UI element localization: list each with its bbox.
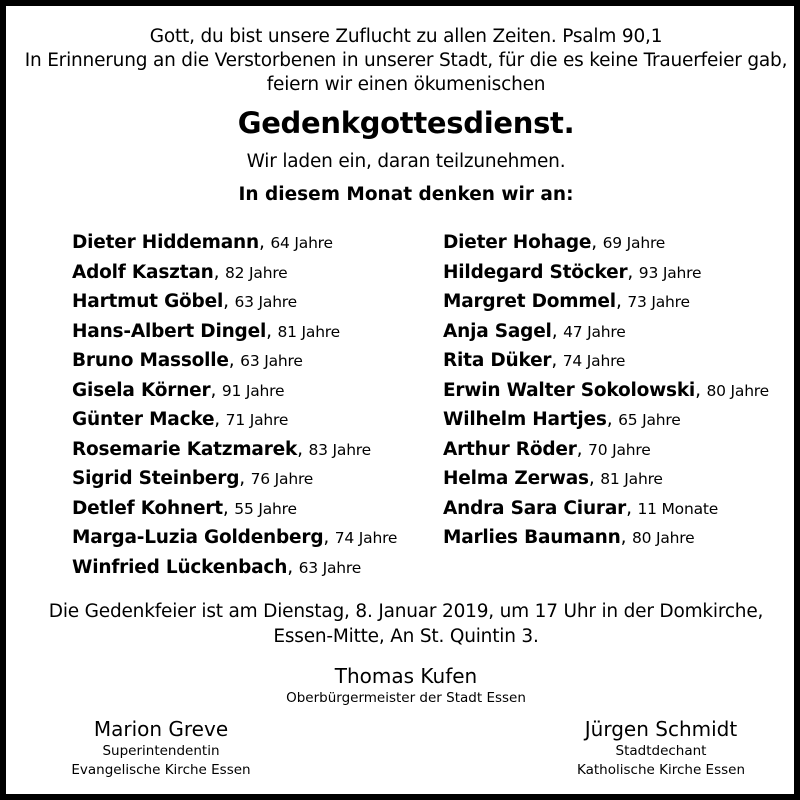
deceased-name: Helma Zerwas	[443, 468, 589, 489]
deceased-age: 93 Jahre	[638, 263, 702, 282]
deceased-name: Dieter Hiddemann	[72, 232, 259, 253]
deceased-age: 63 Jahre	[234, 293, 297, 311]
service-details-line: Essen-Mitte, An St. Quintin 3.	[273, 626, 539, 647]
deceased-age: 83 Jahre	[308, 440, 371, 459]
deceased-name: Winfried Lückenbach	[72, 556, 288, 578]
list-item: Dieter Hiddemann, 64 Jahre	[72, 232, 333, 253]
deceased-name: Adolf Kasztan	[72, 261, 214, 283]
deceased-name: Hans-Albert Dingel	[72, 320, 267, 342]
deceased-name: Gisela Körner	[72, 379, 211, 401]
list-item: Andra Sara Ciurar, 11 Monate	[443, 497, 719, 519]
deceased-age: 76 Jahre	[250, 470, 314, 488]
deceased-age: 74 Jahre	[334, 529, 398, 547]
deceased-name: Wilhelm Hartjes	[443, 409, 607, 430]
deceased-name: Margret Dommel	[443, 291, 616, 312]
list-item: Marga-Luzia Goldenberg, 74 Jahre	[72, 527, 398, 548]
intro-line: In Erinnerung an die Verstorbenen in unserer Stadt, für die es keine Trauerfeier gab,	[24, 50, 788, 71]
deceased-age: 11 Monate	[637, 499, 719, 518]
deceased-age: 63 Jahre	[298, 558, 362, 577]
deceased-name: Hildegard Stöcker	[443, 261, 628, 283]
deceased-name: Sigrid Steinberg	[72, 468, 240, 489]
list-item: Bruno Massolle, 63 Jahre	[72, 350, 303, 371]
signatory-organization: Katholische Kirche Essen	[577, 762, 745, 778]
deceased-name: Hartmut Göbel	[72, 291, 224, 312]
deceased-name: Arthur Röder	[443, 438, 577, 460]
deceased-name: Erwin Walter Sokolowski	[443, 379, 696, 401]
deceased-name: Rita Düker	[443, 350, 552, 371]
deceased-age: 55 Jahre	[234, 499, 297, 518]
list-item: Anja Sagel, 47 Jahre	[443, 320, 626, 342]
list-item: Wilhelm Hartjes, 65 Jahre	[443, 409, 681, 430]
intro-line: feiern wir einen ökumenischen	[266, 74, 546, 95]
list-item: Marlies Baumann, 80 Jahre	[443, 527, 695, 548]
list-item: Helma Zerwas, 81 Jahre	[443, 468, 663, 489]
deceased-age: 71 Jahre	[225, 411, 289, 429]
list-item: Rosemarie Katzmarek, 83 Jahre	[72, 438, 371, 460]
psalm-line: Gott, du bist unsere Zuflucht zu allen Zeiten. Psalm 90,1	[149, 26, 663, 47]
list-item: Hans-Albert Dingel, 81 Jahre	[72, 320, 340, 342]
deceased-age: 82 Jahre	[224, 263, 288, 282]
deceased-list-left	[72, 231, 397, 585]
list-item: Gisela Körner, 91 Jahre	[72, 379, 285, 401]
deceased-age: 63 Jahre	[240, 352, 303, 370]
deceased-name: Rosemarie Katzmarek	[72, 438, 298, 460]
signature-protestant	[46, 716, 276, 780]
list-item: Erwin Walter Sokolowski, 80 Jahre	[443, 379, 769, 401]
deceased-name: Marlies Baumann	[443, 527, 621, 548]
list-item: Rita Düker, 74 Jahre	[443, 350, 626, 371]
list-item: Margret Dommel, 73 Jahre	[443, 291, 690, 312]
list-item: Hildegard Stöcker, 93 Jahre	[443, 261, 702, 283]
deceased-name: Detlef Kohnert	[72, 497, 223, 519]
deceased-name: Günter Macke	[72, 409, 215, 430]
deceased-age: 73 Jahre	[627, 293, 690, 311]
list-subheading: In diesem Monat denken wir an:	[238, 184, 574, 205]
deceased-age: 47 Jahre	[563, 322, 626, 341]
list-item: Winfried Lückenbach, 63 Jahre	[72, 556, 362, 578]
headline: Gedenkgottesdienst.	[237, 106, 575, 140]
deceased-name: Anja Sagel	[443, 320, 552, 342]
list-item: Dieter Hohage, 69 Jahre	[443, 232, 666, 253]
signatory-name: Thomas Kufen	[334, 664, 478, 688]
list-item: Hartmut Göbel, 63 Jahre	[72, 291, 297, 312]
deceased-list-right	[443, 231, 769, 556]
list-item: Günter Macke, 71 Jahre	[72, 409, 289, 430]
deceased-age: 65 Jahre	[618, 411, 681, 429]
deceased-age: 69 Jahre	[602, 234, 666, 252]
list-item: Sigrid Steinberg, 76 Jahre	[72, 468, 314, 489]
signatory-title: Superintendentin	[102, 743, 220, 759]
deceased-name: Bruno Massolle	[72, 350, 229, 371]
deceased-age: 81 Jahre	[277, 322, 340, 341]
signatory-name: Jürgen Schmidt	[584, 717, 738, 741]
deceased-name: Marga-Luzia Goldenberg	[72, 527, 324, 548]
signatory-organization: Evangelische Kirche Essen	[71, 762, 251, 778]
signature-catholic	[546, 716, 776, 780]
deceased-age: 81 Jahre	[600, 470, 663, 488]
list-item: Adolf Kasztan, 82 Jahre	[72, 261, 288, 283]
signatory-title: Stadtdechant	[615, 743, 707, 759]
deceased-name: Dieter Hohage	[443, 232, 592, 253]
deceased-age: 80 Jahre	[706, 381, 769, 400]
deceased-age: 80 Jahre	[631, 529, 695, 547]
deceased-age: 64 Jahre	[270, 234, 333, 252]
signatory-name: Marion Greve	[93, 717, 229, 741]
deceased-age: 74 Jahre	[562, 352, 626, 370]
deceased-age: 91 Jahre	[221, 381, 285, 400]
list-item: Arthur Röder, 70 Jahre	[443, 438, 651, 460]
signature-mayor	[256, 663, 556, 708]
invitation-line: Wir laden ein, daran teilzunehmen.	[246, 151, 566, 172]
signatory-title: Oberbürgermeister der Stadt Essen	[286, 690, 526, 706]
deceased-age: 70 Jahre	[588, 440, 651, 459]
deceased-name: Andra Sara Ciurar	[443, 497, 627, 519]
list-item: Detlef Kohnert, 55 Jahre	[72, 497, 297, 519]
service-details-line: Die Gedenkfeier ist am Dienstag, 8. Januar 2019, um 17 Uhr in der Domkirche,	[48, 601, 764, 622]
